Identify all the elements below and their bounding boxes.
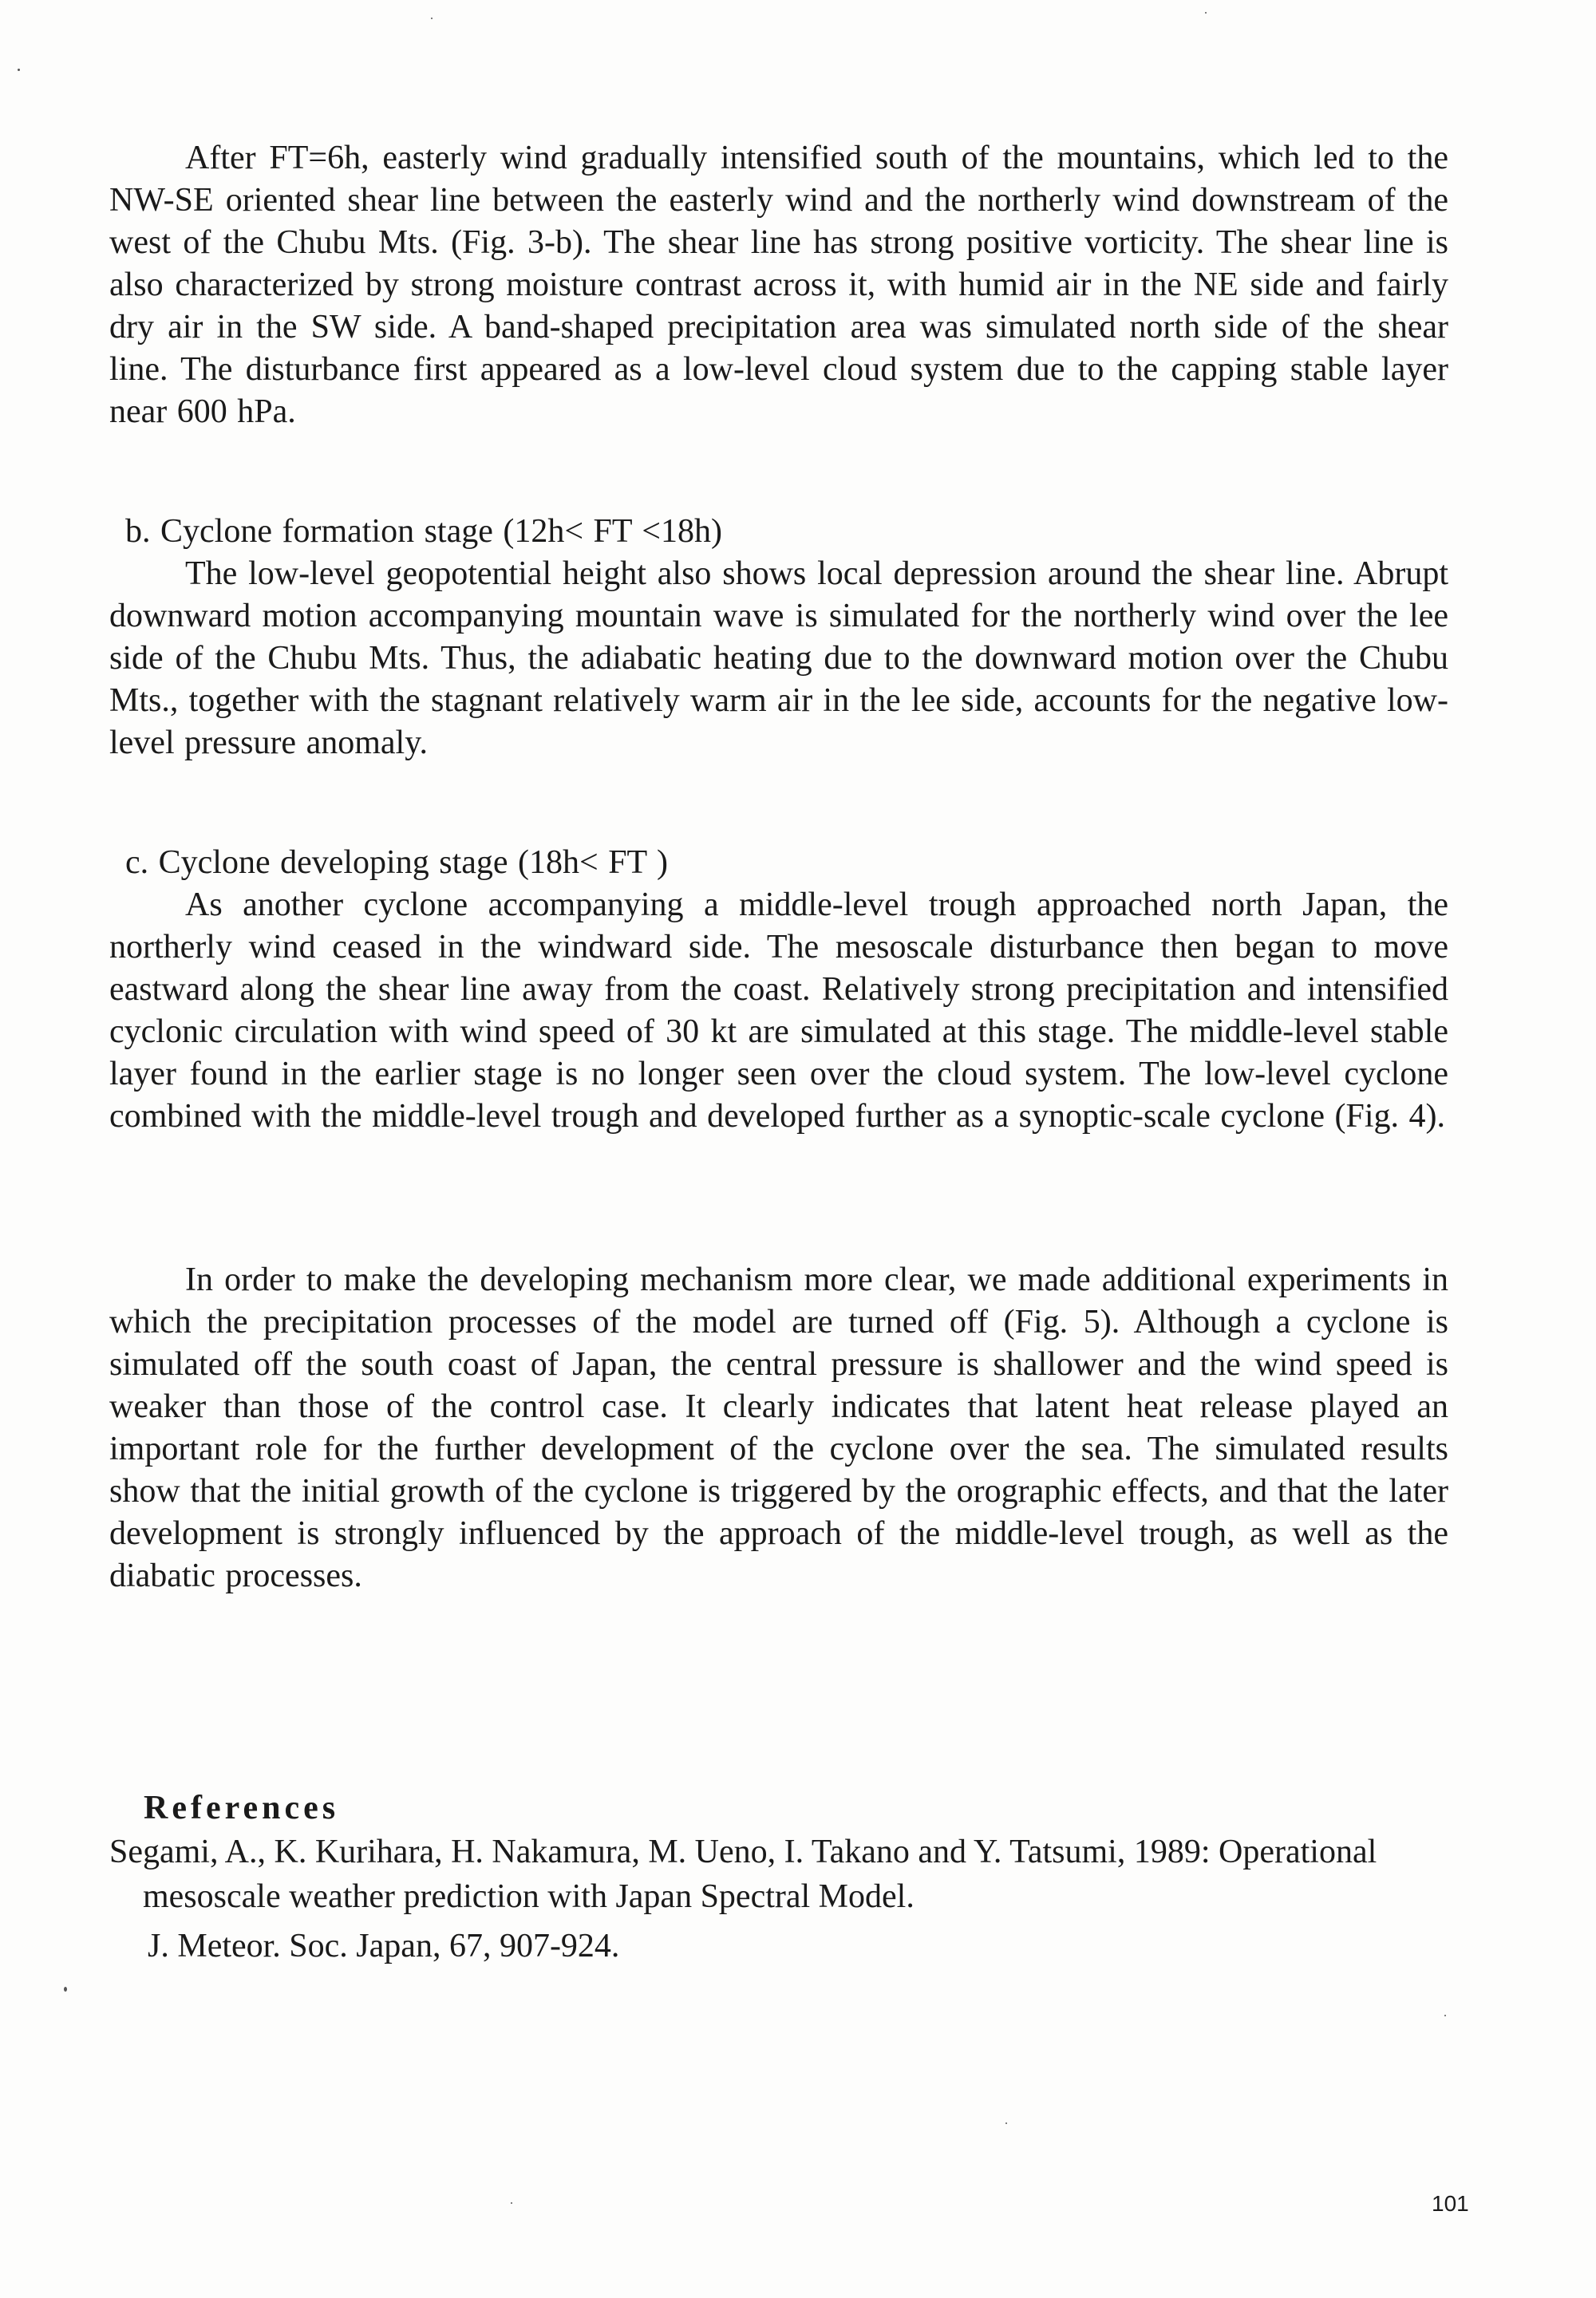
- section-b-text: The low-level geopotential height also shows local depression around the shear line. Abrupt downward motion accompanying mountain wave is simulated for the northerly wind over the lee side of the Chubu Mts. Thus, the adiabatic heating due to the downward motion over the Chubu Mts., together with the stagnant relatively warm air in the lee side, accounts for the negative low-level pressure anomaly.: [109, 555, 1448, 761]
- scan-speck: [64, 1987, 67, 1992]
- scan-speck: [511, 2202, 512, 2204]
- paragraph-experiments: In order to make the developing mechanism more clear, we made additional experiments in which the precipitation processes of the model are turned off (Fig. 5). Although a cyclone is simulated off the south coast of Japan, the central pressure is shallower and the wind speed is weaker than those of the control case. It clearly indicates that latent heat release played an important role for the further development of the cyclone over the sea. The simulated results show that the initial growth of the cyclone is triggered by the orographic effects, and that the later development is strongly influenced by the approach of the middle-level trough, as well as the diabatic processes.: [109, 1262, 1448, 1594]
- section-c-heading: c. Cyclone developing stage (18h< FT ): [125, 844, 668, 881]
- scan-speck: [1005, 2122, 1007, 2124]
- conclusion-text: [109, 1259, 1448, 1597]
- reference-citation: Segami, A., K. Kurihara, H. Nakamura, M. Ueno, I. Takano and Y. Tatsumi, 1989: Operational mesoscale weather prediction with Japan Spectral Model.: [109, 1834, 1377, 1915]
- scan-speck: [1444, 2015, 1446, 2016]
- paragraph-shear-line: After FT=6h, easterly wind gradually intensified south of the mountains, which led to the NW-SE oriented shear line between the easterly wind and the northerly wind downstream of the west of the Chubu Mts. (Fig. 3-b). The shear line has strong positive vorticity. The shear line is also characterized by strong moisture contrast across it, with humid air in the NE side and fairly dry air in the SW side. A band-shaped precipitation area was simulated north side of the shear line. The disturbance first appeared as a low-level cloud system due to the capping stable layer near 600 hPa.: [109, 140, 1448, 430]
- section-b: [109, 511, 1448, 764]
- scan-speck: [1205, 12, 1207, 14]
- section-c-text: As another cyclone accompanying a middle-level trough approached north Japan, the northerly wind ceased in the windward side. The mesoscale disturbance then began to move eastward along the shear line away from the coast. Relatively strong precipitation and intensified cyclonic circulation with wind speed of 30 kt are simulated at this stage. The middle-level stable layer found in the earlier stage is no longer seen over the cloud system. The low-level cyclone combined with the middle-level trough and developed further as a synoptic-scale cyclone (Fig. 4).: [109, 886, 1448, 1135]
- body-text: [109, 137, 1448, 433]
- page-number: 101: [1432, 2191, 1469, 2216]
- scan-speck: [18, 69, 20, 71]
- scan-speck: [431, 18, 433, 19]
- section-c: [109, 842, 1448, 1138]
- references-heading: References: [144, 1790, 340, 1826]
- reference-journal: J. Meteor. Soc. Japan, 67, 907-924.: [148, 1928, 620, 1964]
- reference-entry: [109, 1830, 1468, 1968]
- section-b-heading: b. Cyclone formation stage (12h< FT <18h): [125, 513, 722, 550]
